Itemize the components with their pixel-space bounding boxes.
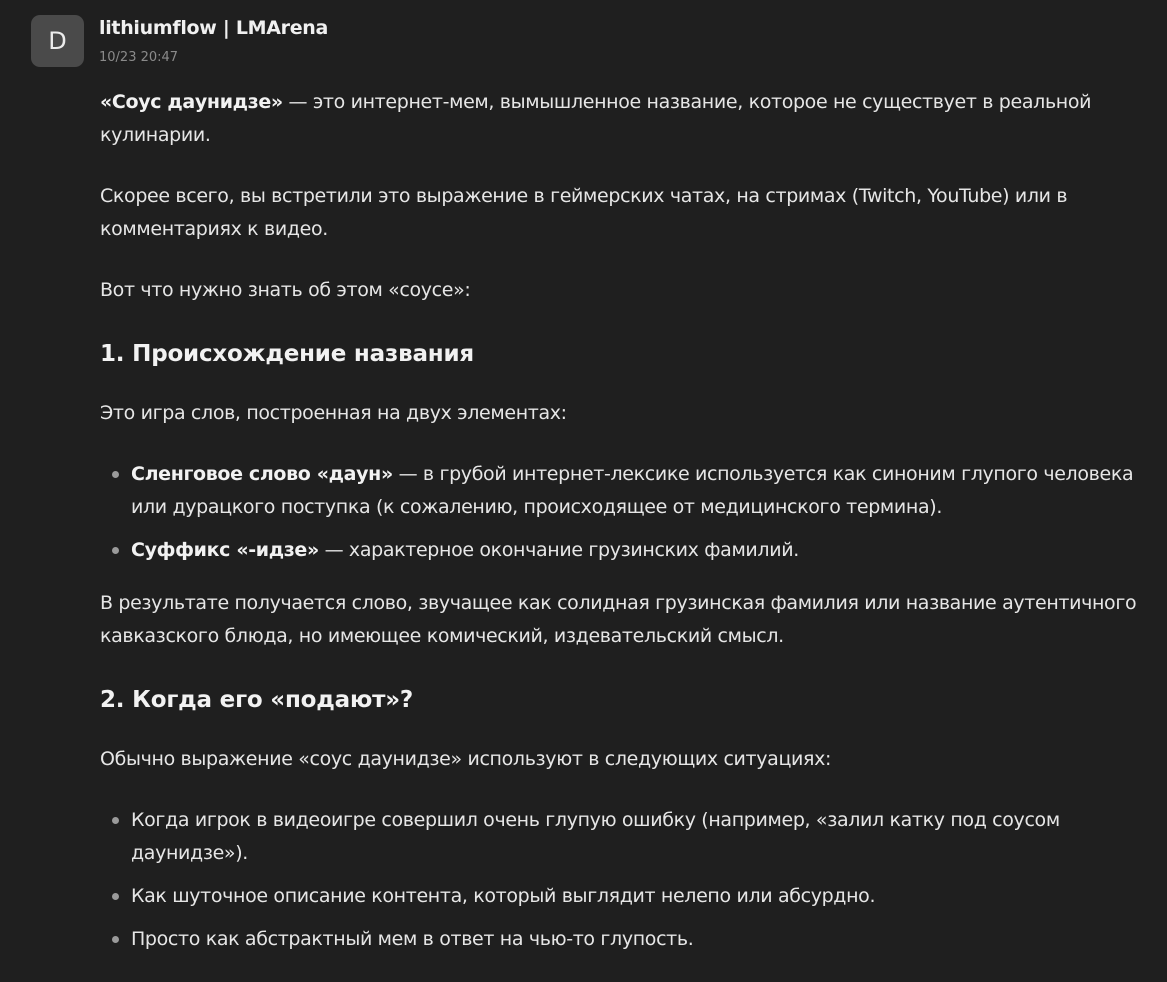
avatar[interactable]: D xyxy=(31,15,84,67)
bullet-icon xyxy=(112,936,119,943)
section-heading-origin: 1. Происхождение названия xyxy=(100,341,474,367)
list-item xyxy=(100,804,1160,870)
paragraph-text: — это интернет-мем, вымышленное название, которое не существует в реальной кулинарии. xyxy=(100,91,1092,146)
author-name[interactable]: lithiumflow | LMArena xyxy=(99,17,329,39)
list-item-term: Сленговое слово «даун» xyxy=(131,463,393,485)
section-heading-usage: 2. Когда его «подают»? xyxy=(100,687,414,713)
bullet-icon xyxy=(112,893,119,900)
bullet-icon xyxy=(112,547,119,554)
list-item-text: — в грубой интернет-лексике используется как синоним глупого человека или дурацкого поступка (к сожалению, происходящее от медицинского термина). xyxy=(131,463,1134,518)
paragraph-wordplay: Это игра слов, построенная на двух элементах: xyxy=(100,402,567,424)
list-item xyxy=(100,534,1160,567)
paragraph-lead: Вот что нужно знать об этом «соусе»: xyxy=(100,279,471,301)
bold-term: «Соус даунидзе» xyxy=(100,91,283,113)
list-item xyxy=(100,880,1160,913)
paragraph-result: В результате получается слово, звучащее как солидная грузинская фамилия или название аутентичного кавказского блюда, но имеющее комический, издевательский смысл. xyxy=(100,592,1137,647)
list-item xyxy=(100,458,1160,524)
message-body xyxy=(100,86,1160,976)
paragraph-intro xyxy=(100,86,1160,152)
paragraph-usage: Обычно выражение «соус даунидзе» используют в следующих ситуациях: xyxy=(100,748,832,770)
list-item-text: Как шуточное описание контента, который выглядит нелепо или абсурдно. xyxy=(131,885,876,907)
list-item xyxy=(100,923,1160,956)
bullet-icon xyxy=(112,817,119,824)
list-item-text: Просто как абстрактный мем в ответ на чью-то глупость. xyxy=(131,928,694,950)
list-item-text: Когда игрок в видеоигре совершил очень глупую ошибку (например, «залил катку под соусом даунидзе»). xyxy=(131,809,1060,864)
message-timestamp: 10/23 20:47 xyxy=(99,50,179,65)
bullet-icon xyxy=(112,471,119,478)
paragraph-context: Скорее всего, вы встретили это выражение в геймерских чатах, на стримах (Twitch, YouTube) или в комментариях к видео. xyxy=(100,185,1068,240)
list-item-text: — характерное окончание грузинских фамилий. xyxy=(318,539,799,561)
list-item-term: Суффикс «-идзе» xyxy=(131,539,319,561)
list-usage xyxy=(100,804,1160,956)
list-origin xyxy=(100,458,1160,567)
